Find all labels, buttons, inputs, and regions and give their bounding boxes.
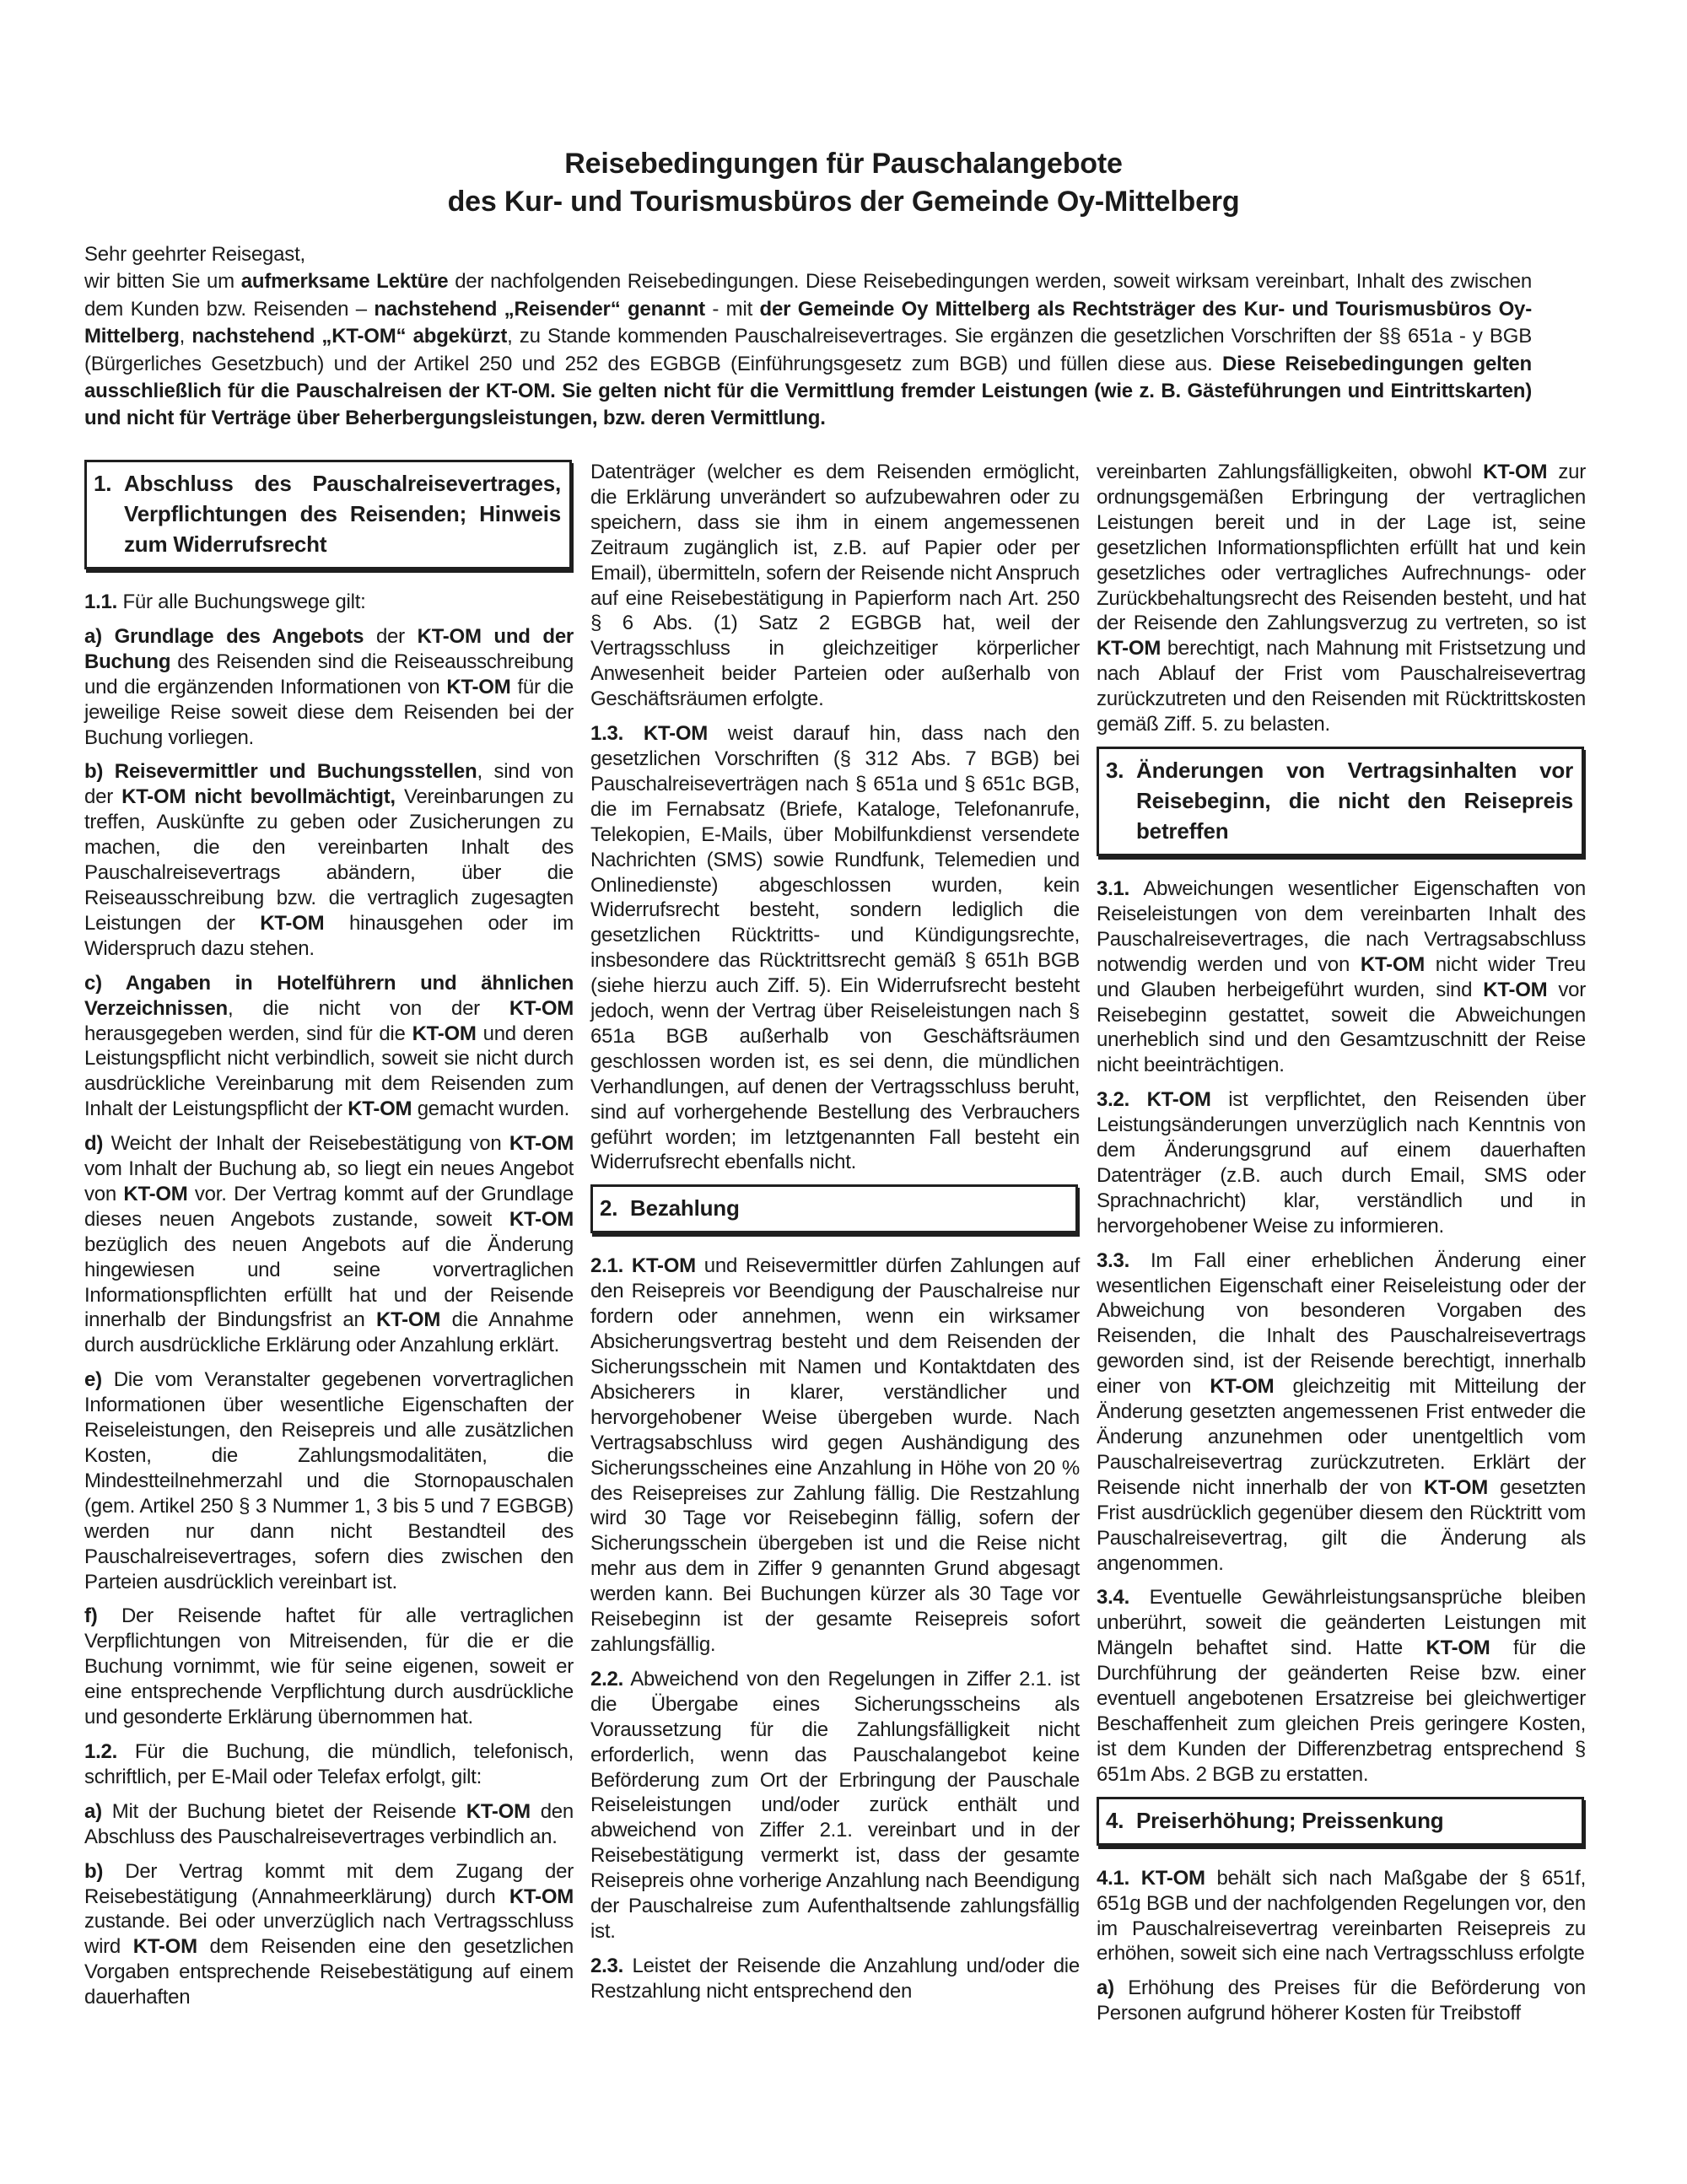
paragraph: b) Der Vertrag kommt mit dem Zugang der Reisebestätigung (Annahmeerklärung) durch KT-OM zustande. Bei oder unverzüglich nach Vertragsschluss wird KT-OM dem Reisenden eine den gesetzlichen Vorgaben entsprechende Reisebestätigung auf einem dauerhaften (84, 1859, 574, 2009)
section-number: 4. (1106, 1807, 1124, 1833)
paragraph: 2.1. KT-OM und Reisevermittler dürfen Zahlungen auf den Reisepreis vor Beendigung der Pauschalreise nur fordern oder annehmen, wenn ein wirksamer Absicherungsvertrag besteht und dem Reisenden der Sicherungsschein mit Namen und Kontaktdaten des Absicherers in klarer, verständlicher und hervorgehobener Weise übergeben wurde. Nach Vertragsabschluss wird gegen Aushändigung des Sicherungsscheines eine Anzahlung in Höhe von 20 % des Reisepreises zur Zahlung fällig. Die Restzahlung wird 30 Tage vor Reisebeginn fällig, sofern der Sicherungsschein übergeben ist und die Reise nicht mehr aus dem in Ziffer 9 genannten Grund abgesagt werden kann. Bei Buchungen kürzer als 30 Tage vor Reisebeginn ist der gesamte Reisepreis sofort zahlungsfällig. (590, 1254, 1080, 1656)
section-title: Abschluss des Pauschalreisevertrages, Verpflichtungen des Reisenden; Hinweis zum Widerrufsrecht (124, 471, 561, 557)
section-title: Änderungen von Vertragsinhalten vor Reisebeginn, die nicht den Reisepreis betreffen (1136, 757, 1573, 844)
paragraph: b) Reisevermittler und Buchungsstellen, sind von der KT-OM nicht bevollmächtigt, Vereinbarungen zu treffen, Auskünfte zu geben oder Zusicherungen zu machen, die den vereinbarten Inhalt des Pauschalreisevertrags abändern, über die Reiseausschreibung bzw. die vertraglich zugesagten Leistungen der KT-OM hinausgehen oder im Widerspruch dazu stehen. (84, 760, 574, 960)
paragraph: a) Mit der Buchung bietet der Reisende KT-OM den Abschluss des Pauschalreisevertrages verbindlich an. (84, 1799, 574, 1848)
paragraph: vereinbarten Zahlungsfälligkeiten, obwohl KT-OM zur ordnungsgemäßen Erbringung der vertraglichen Leistungen bereit und in der Lage ist, seine gesetzlichen Informationspflichten erfüllt hat und kein gesetzliches oder vertragliches Aufrechnungs- oder Zurückbehaltungsrecht des Reisenden besteht, und hat der Reisende den Zahlungsverzug zu vertreten, so ist KT-OM berechtigt, nach Mahnung mit Fristsetzung und nach Ablauf der Frist vom Pauschalreisevertrag zurückzutreten und den Reisenden mit Rücktrittskosten gemäß Ziff. 5. zu belasten. (1097, 461, 1586, 736)
section-heading (84, 460, 572, 569)
intro-section (84, 241, 1532, 433)
section-number: 1. (94, 471, 112, 496)
intro-salutation: Sehr geehrter Reisegast, (84, 243, 306, 266)
paragraph: 1.3. KT-OM weist darauf hin, dass nach den gesetzlichen Vorschriften (§ 312 Abs. 7 BGB) bei Pauschalreiseverträgen nach § 651a und § 651c BGB, die im Fernabsatz (Briefe, Kataloge, Telefonanrufe, Telekopien, E-Mails, über Mobilfunkdienst versendete Nachrichten (SMS) sowie Rundfunk, Telemedien und Onlinedienste) abgeschlossen wurden, kein Widerrufsrecht besteht, sondern lediglich die gesetzlichen Rücktritts- und Kündigungsrechte, insbesondere das Rücktrittsrecht gemäß § 651h BGB (siehe hierzu auch Ziff. 5). Ein Widerrufsrecht besteht jedoch, wenn der Vertrag über Reiseleistungen nach § 651a BGB außerhalb von Geschäftsräumen geschlossen worden ist, es sei denn, die mündlichen Verhandlungen, auf denen der Vertragsschluss beruht, sind auf vorhergehende Bestellung des Verbrauchers geführt worden; im letztgenannten Fall besteht ein Widerrufsrecht ebenfalls nicht. (590, 722, 1080, 1174)
section-title: Preiserhöhung; Preissenkung (1136, 1807, 1444, 1833)
document-title-line1: Reisebedingungen für Pauschalangebote (564, 148, 1123, 180)
paragraph: 3.2. KT-OM ist verpflichtet, den Reisenden über Leistungsänderungen unverzüglich nach Kenntnis von dem Änderungsgrund auf einem dauerhaften Datenträger (z.B. auch durch Email, SMS oder Sprachnachricht) klar, verständlich und in hervorgehobener Weise zu informieren. (1097, 1088, 1586, 1238)
paragraph: a) Grundlage des Angebots der KT-OM und der Buchung des Reisenden sind die Reiseausschreibung und die ergänzenden Informationen von KT-OM für die jeweilige Reise soweit diese dem Reisenden bei der Buchung vorliegen. (84, 624, 574, 749)
paragraph: d) Weicht der Inhalt der Reisebestätigung von KT-OM vom Inhalt der Buchung ab, so liegt ein neues Angebot von KT-OM vor. Der Vertrag kommt auf der Grundlage dieses neuen Angebots zustande, soweit KT-OM bezüglich des neuen Angebots auf die Änderung hingewiesen und seine vorvertraglichen Informationspflichten erfüllt hat und der Reisende innerhalb der Bindungsfrist an KT-OM die Annahme durch ausdrückliche Erklärung oder Anzahlung erklärt. (84, 1132, 574, 1357)
section-title: Bezahlung (630, 1195, 740, 1221)
paragraph: 1.2. Für die Buchung, die mündlich, telefonisch, schriftlich, per E-Mail oder Telefax erfolgt, gilt: (84, 1739, 574, 1788)
paragraph: f) Der Reisende haftet für alle vertraglichen Verpflichtungen von Mitreisenden, für die er die Buchung vornimmt, wie für seine eigenen, soweit er eine entsprechende Verpflichtung durch ausdrückliche und gesonderte Erklärung übernommen hat. (84, 1604, 574, 1729)
three-column-body (84, 460, 1586, 2026)
paragraph: 3.4. Eventuelle Gewährleistungsansprüche bleiben unberührt, soweit die geänderten Leistungen mit Mängeln behaftet sind. Hatte KT-OM für die Durchführung der geänderten Reise bzw. einer eventuell angebotenen Ersatzreise bei gleichwertiger Beschaffenheit zum gleichen Preis geringere Kosten, ist dem Kunden der Differenzbetrag entsprechend § 651m Abs. 2 BGB zu erstatten. (1097, 1586, 1586, 1786)
section-heading (1097, 747, 1584, 856)
paragraph: Datenträger (welcher es dem Reisenden ermöglicht, die Erklärung unverändert so aufzubewahren oder zu speichern, dass sie ihm in einem angemessenen Zeitraum zugänglich ist, z.B. auf Papier oder per Email), übermitteln, sofern der Reisende nicht Anspruch auf eine Reisebestätigung in Papierform nach Art. 250 § 6 Abs. (1) Satz 2 EGBGB hat, weil der Vertragsschluss in gleichzeitiger körperlicher Anwesenheit beider Parteien oder außerhalb von Geschäftsräumen erfolgte. (590, 461, 1080, 711)
column-3 (1097, 460, 1586, 2026)
paragraph: e) Die vom Veranstalter gegebenen vorvertraglichen Informationen über wesentliche Eigenschaften der Reiseleistungen, den Reisepreis und alle zusätzlichen Kosten, die Zahlungsmodalitäten, die Mindestteilnehmerzahl und die Stornopauschalen (gem. Artikel 250 § 3 Nummer 1, 3 bis 5 und 7 EGBGB) werden nur dann nicht Bestandteil des Pauschalreisevertrages, sofern dies zwischen den Parteien ausdrücklich vereinbart ist. (84, 1368, 574, 1594)
document-title-line2: des Kur- und Tourismusbüros der Gemeinde Oy-Mittelberg (447, 186, 1240, 218)
section-heading (590, 1184, 1078, 1233)
paragraph: 1.1. Für alle Buchungswege gilt: (84, 590, 366, 613)
paragraph: 3.3. Im Fall einer erheblichen Änderung einer wesentlichen Eigenschaft einer Reiseleistung oder der Abweichung von besonderen Vorgaben des Reisenden, die Inhalt des Pauschalreisevertrags geworden sind, ist der Reisende berechtigt, innerhalb einer von KT-OM gleichzeitig mit Mitteilung der Änderung gesetzten angemessenen Frist entweder die Änderung anzunehmen oder unentgeltlich vom Pauschalreisevertrag zurückzutreten. Erklärt der Reisende nicht innerhalb der von KT-OM gesetzten Frist ausdrücklich gegenüber diesem den Rücktritt vom Pauschalreisevertrag, gilt die Änderung als angenommen. (1097, 1248, 1586, 1575)
paragraph: 2.2. Abweichend von den Regelungen in Ziffer 2.1. ist die Übergabe eines Sicherungsscheins als Voraussetzung für die Zahlungsfälligkeit nicht erforderlich, wenn das Pauschalangebot keine Beförderung zum Ort der Erbringung der Pauschale Reiseleistungen und/oder zurück enthält und abweichend von Ziffer 2.1. vereinbart und in der Reisebestätigung vermerkt ist, dass der gesamte Reisepreis ohne vorherige Anzahlung nach Beendigung der Pauschalreise zum Aufenthaltsende zahlungsfällig ist. (590, 1667, 1080, 1943)
paragraph: c) Angaben in Hotelführern und ähnlichen Verzeichnissen, die nicht von der KT-OM herausgegeben werden, sind für die KT-OM und deren Leistungspflicht nicht verbindlich, soweit sie nicht durch ausdrückliche Vereinbarung mit dem Reisenden zum Inhalt der Leistungspflicht der KT-OM gemacht wurden. (84, 971, 574, 1121)
column-1 (84, 460, 574, 2010)
section-heading (1097, 1797, 1584, 1846)
paragraph: a) Erhöhung des Preises für die Beförderung von Personen aufgrund höherer Kosten für Treibstoff (1097, 1976, 1586, 2025)
column-2 (590, 460, 1080, 2004)
intro-paragraph: wir bitten Sie um aufmerksame Lektüre der nachfolgenden Reisebedingungen. Diese Reisebedingungen werden, soweit wirksam vereinbart, Inhalt des zwischen dem Kunden bzw. Reisenden – nachstehend „Reisender“ genannt - mit der Gemeinde Oy Mittelberg als Rechtsträger des Kur- und Tourismusbüros Oy-Mittelberg, nachstehend „KT-OM“ abgekürzt, zu Stande kommenden Pauschalreisevertrages. Sie ergänzen die gesetzlichen Vorschriften der §§ 651a - y BGB (Bürgerliches Gesetzbuch) und der Artikel 250 und 252 des EGBGB (Einführungsgesetz zum BGB) und füllen diese aus. Diese Reisebedingungen gelten ausschließlich für die Pauschalreisen der KT-OM. Sie gelten nicht für die Vermittlung fremder Leistungen (wie z. B. Gästeführungen und Eintrittskarten) und nicht für Verträge über Beherbergungsleistungen, bzw. deren Vermittlung. (84, 270, 1533, 430)
section-number: 3. (1106, 757, 1124, 783)
paragraph: 2.3. Leistet der Reisende die Anzahlung und/oder die Restzahlung nicht entsprechend den (590, 1954, 1080, 2003)
section-number: 2. (600, 1195, 618, 1221)
paragraph: 3.1. Abweichungen wesentlicher Eigenschaften von Reiseleistungen von dem vereinbarten Inhalt des Pauschalreisevertrages, die nach Vertragsabschluss notwendig werden und von KT-OM nicht wider Treu und Glauben herbeigeführt wurden, sind KT-OM vor Reisebeginn gestattet, soweit die Abweichungen unerheblich sind und den Gesamtzuschnitt der Reise nicht beeinträchtigen. (1097, 876, 1587, 1077)
document-title (0, 145, 1687, 221)
paragraph: 4.1. KT-OM behält sich nach Maßgabe der § 651f, 651g BGB und der nachfolgenden Regelungen vor, den im Pauschalreisevertrag vereinbarten Reisepreis zu erhöhen, soweit sich eine nach Vertragsschluss erfolgte (1097, 1866, 1586, 1966)
